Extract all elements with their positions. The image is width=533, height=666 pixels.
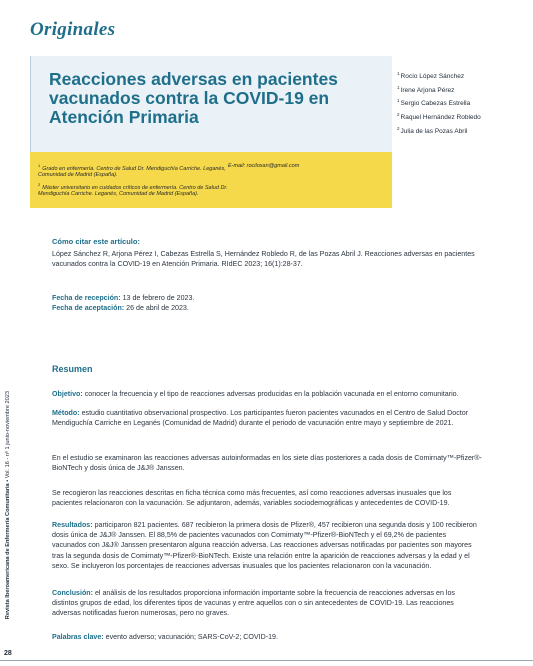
abstract-objective [52, 389, 482, 399]
accepted-line [52, 303, 482, 313]
journal-name: Revista Iberoamericana de Enfermería Comunitaria [5, 483, 11, 620]
section-label: Originales [30, 19, 116, 40]
author-item [397, 83, 481, 97]
accepted-date: 26 de abril de 2023. [126, 304, 189, 313]
objective-label: Objetivo: [52, 390, 83, 398]
journal-sidebar [3, 360, 13, 650]
method-label: Método: [52, 409, 80, 417]
author-name: Raquel Hernández Robledo [400, 114, 481, 122]
keywords-label: Palabras clave: [52, 633, 104, 641]
accepted-label: Fecha de aceptación: [52, 304, 125, 313]
author-name: Irene Arjona Pérez [400, 86, 455, 94]
affiliation-sup: 2 [38, 182, 41, 187]
footer-divider [0, 660, 533, 661]
author-sup: 1 [397, 71, 400, 76]
contact-email: E-mail: rocilosan@gmail.com [228, 163, 300, 169]
received-line [52, 293, 482, 303]
keywords-text: evento adverso; vacunación; SARS-CoV-2; COVID-19. [105, 633, 278, 641]
author-name: Sergio Cabezas Estrella [400, 100, 471, 108]
author-list [397, 69, 481, 137]
results-label: Resultados: [52, 521, 93, 529]
abstract-paragraph-2: En el estudio se examinaron las reacciones adversas autoinformadas en los siete días posteriores a cada dosis de Comirnaty™-Pfizer®-BioNTech y dosis única de J&J® Janssen. [52, 454, 482, 473]
results-text: participaron 821 pacientes. 687 recibieron la primera dosis de Pfizer®, 457 recibieron una segunda dosis y 100 recibieron dosis única de J&J® Janssen. El 88,5% de pacientes vacunados con Comirnaty™-Pfizer®-BioNTech y el 69,2% de pacientes vacunados con J&J® Janssen presentaron alguna reacción adversa. Las reacciones adversas notificadas por pacientes son mayores tras la segunda dosis de Comirnaty™-Pfizer®-BioNTech. Existe una relación entre la aparición de reacciones adversas y la edad y el sexo. Se incluyeron los porcentajes de reacciones adversas inusuales que los pacientes relacionaron con la vacunación. [52, 521, 477, 570]
issue-info: • Vol. 16 - nº 1 junio-noviembre 2023 [5, 390, 11, 484]
author-item [397, 110, 481, 124]
abstract-results [52, 520, 482, 571]
article-title: Reacciones adversas en pacientes vacunados contra la COVID-19 en Atención Primaria [49, 69, 338, 127]
page-number: 28 [4, 650, 12, 657]
author-name: Julia de las Pozas Abril [400, 127, 468, 135]
author-sup: 2 [397, 111, 400, 117]
affiliation-sup: 1 [38, 163, 41, 168]
abstract-conclusion [52, 588, 482, 619]
affiliation-text: Máster universitario en cuidados críticos de enfermería. Centro de Salud Dr. Mendiguchía Carriche. Leganés, Comunidad de Madrid (España). [38, 184, 228, 198]
author-sup: 1 [397, 84, 400, 90]
objective-text: conocer la frecuencia y el tipo de reacciones adversas producidas en la población vacunada en el entorno comunitario. [84, 390, 459, 398]
method-text: estudio cuantitativo observacional prospectivo. Los participantes fueron pacientes vacunados en el Centro de Salud Doctor Mendiguchía Carriche en Leganés (Comunidad de Madrid) durante el periodo de vacunación entre mayo y septiembre de 2021. [52, 409, 469, 428]
author-item [397, 96, 481, 110]
author-sup: 1 [397, 98, 400, 104]
conclusion-text: el análisis de los resultados proporciona información importante sobre la frecuencia de reacciones adversas en los distintos grupos de edad, los diferentes tipos de vacunas y entre aquellos con o sin antecedentes de COVID-19. Las reacciones adversas notificadas fueron numerosas, pero no graves. [52, 589, 455, 618]
author-sup: 2 [397, 125, 400, 131]
affiliation-box [30, 152, 392, 208]
author-item [397, 69, 481, 83]
received-date: 13 de febrero de 2023. [122, 294, 195, 302]
dates-block [52, 293, 482, 313]
affiliation-text: Grado en enfermería. Centro de Salud Dr. Mendiguchía Carriche. Leganés, Comunidad de Madrid (España). [38, 165, 226, 179]
conclusion-label: Conclusión: [52, 589, 93, 597]
abstract-paragraph-3: Se recogieron las reacciones descritas en ficha técnica como más frecuentes, así como reacciones adversas inusuales que los pacientes relacionaron con la vacunación. Se adjuntaron, además, variables sociodemográficas y antecedentes de COVID-19. [52, 489, 452, 508]
affiliation-2 [38, 182, 228, 198]
author-item [397, 124, 481, 138]
author-name: Rocío López Sánchez [400, 73, 465, 81]
sidebar-text [5, 391, 11, 619]
abstract-method [52, 408, 482, 428]
received-label: Fecha de recepción: [52, 294, 121, 302]
citation-text: López Sánchez R, Arjona Pérez I, Cabezas Estrella S, Hernández Robledo R, de las Pozas Abril J. Reacciones adversas en pacientes vacunados contra la COVID-19 en Atención Primaria. RIdEC 2023; 16(1):28-37. [52, 250, 475, 269]
keywords [52, 632, 482, 642]
citation-label: Cómo citar este artículo: [52, 237, 140, 246]
abstract-heading: Resumen [52, 364, 93, 374]
affiliation-1 [38, 163, 228, 179]
